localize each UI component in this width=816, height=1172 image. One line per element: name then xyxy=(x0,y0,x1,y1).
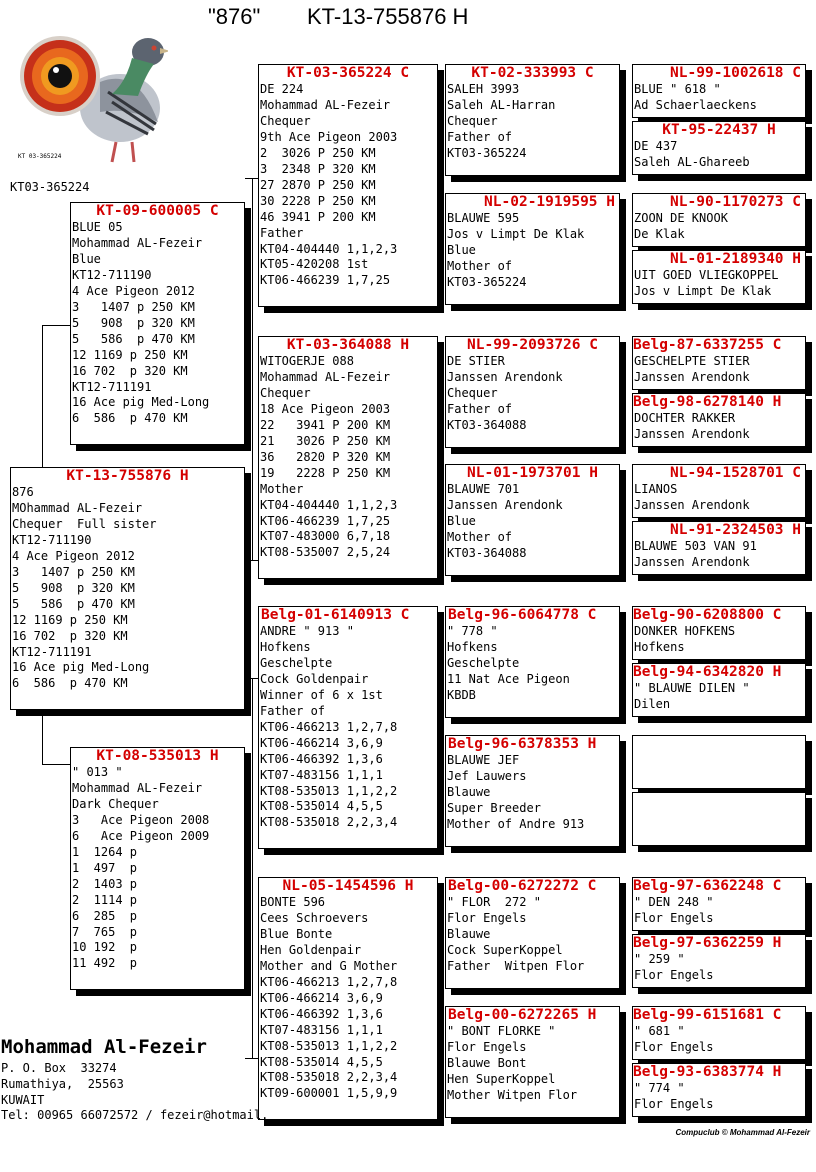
pedigree-line: DE 224 xyxy=(260,82,304,96)
ring-number: NL-94-1528701 C xyxy=(670,465,801,481)
pedigree-line: KT07-483156 1,1,1 xyxy=(260,1022,383,1037)
pedigree-line: BLUE 05 xyxy=(72,220,123,234)
pedigree-line: Blue xyxy=(447,513,476,528)
pedigree-line: Dark Chequer xyxy=(72,796,159,811)
pedigree-line: Jef Lauwers xyxy=(447,768,527,783)
pedigree-line: SALEH 3993 xyxy=(447,82,520,96)
pedigree-card-subject xyxy=(10,467,245,710)
pedigree-card-gggp xyxy=(632,663,806,717)
pedigree-line: Jos v Limpt De Klak xyxy=(634,283,772,298)
pedigree-line: Blauwe Bont xyxy=(447,1055,527,1070)
pedigree-line: Father of xyxy=(447,401,513,416)
pedigree-line: 10 192 p xyxy=(72,940,138,955)
pedigree-card-gggp xyxy=(632,521,806,575)
pedigree-line: DOCHTER RAKKER xyxy=(634,411,736,425)
pedigree-line: DE 437 xyxy=(634,139,678,153)
pedigree-line: Janssen Arendonk xyxy=(634,426,750,441)
pedigree-card-sire-sire xyxy=(258,64,438,307)
ring-number: Belg-00-6272265 H xyxy=(448,1007,597,1023)
pedigree-card-ggp xyxy=(445,64,620,176)
pedigree-line: Flor Engels xyxy=(634,1096,714,1111)
pedigree-line: Father xyxy=(260,225,304,240)
connector xyxy=(245,678,258,679)
pedigree-line: " 013 " xyxy=(72,765,123,779)
ring-number: KT-95-22437 H xyxy=(662,122,776,138)
pedigree-line: Mother of xyxy=(447,529,513,544)
pedigree-line: ANDRE " 913 " xyxy=(260,624,354,638)
pedigree-line: 6 586 p 470 KM xyxy=(12,676,128,691)
pedigree-card-gggp xyxy=(632,193,806,247)
pedigree-line: KT06-466214 3,6,9 xyxy=(260,990,383,1005)
pedigree-line: Chequer xyxy=(260,385,311,400)
pigeon-name-title: "876" xyxy=(208,4,261,29)
ring-number: Belg-87-6337255 C xyxy=(633,337,782,353)
pedigree-line: KT03-365224 xyxy=(447,145,527,160)
pedigree-line: Janssen Arendonk xyxy=(634,369,750,384)
pedigree-line: Flor Engels xyxy=(447,910,527,925)
pedigree-line: KT05-420208 1st xyxy=(260,257,369,272)
connector xyxy=(625,640,626,700)
pedigree-line: Saleh AL-Ghareeb xyxy=(634,154,750,169)
ring-number: KT-02-333993 C xyxy=(471,65,594,81)
ring-number: Belg-96-6064778 C xyxy=(448,607,597,623)
connector xyxy=(42,764,70,765)
pedigree-line: 11 492 p xyxy=(72,956,138,971)
connector xyxy=(245,560,258,561)
connector xyxy=(625,905,626,965)
pedigree-line: KT06-466213 1,2,7,8 xyxy=(260,974,398,989)
pedigree-line: KT09-600001 1,5,9,9 xyxy=(260,1086,398,1101)
pedigree-line: 1 1264 p xyxy=(72,844,138,859)
ring-number: Belg-97-6362248 C xyxy=(633,878,782,894)
pedigree-line: Dilen xyxy=(634,696,671,711)
pedigree-line: 3 2348 P 320 KM xyxy=(260,161,376,176)
pedigree-line: LIANOS xyxy=(634,482,678,496)
software-credit: Compuclub © Mohammad Al-Fezeir xyxy=(675,1128,810,1137)
pedigree-line: 11 Nat Ace Pigeon xyxy=(447,671,570,686)
pedigree-card-gggp xyxy=(632,934,806,988)
pedigree-line: " 774 " xyxy=(634,1081,685,1095)
pedigree-line: KT06-466239 1,7,25 xyxy=(260,273,391,288)
pedigree-line: Flor Engels xyxy=(634,967,714,982)
pedigree-line: KT06-466213 1,2,7,8 xyxy=(260,719,398,734)
contact-line: Tel: 00965 66072572 / fezeir@hotmail. xyxy=(1,1108,269,1122)
pedigree-line: 7 765 p xyxy=(72,924,138,939)
pedigree-line: 3 1407 p 250 KM xyxy=(12,564,135,579)
pedigree-card-gggp xyxy=(632,606,806,660)
pedigree-line: Janssen Arendonk xyxy=(447,369,563,384)
pedigree-card-sire xyxy=(70,202,245,445)
connector xyxy=(245,1058,258,1059)
pedigree-line: KT12-711191 xyxy=(12,644,92,659)
pedigree-line: BLAUWE 503 VAN 91 xyxy=(634,539,757,553)
pedigree-line: 27 2870 P 250 KM xyxy=(260,177,376,192)
pedigree-line: DE STIER xyxy=(447,354,505,368)
connector xyxy=(625,495,626,555)
pedigree-card-dam xyxy=(70,747,245,990)
connector xyxy=(42,325,43,467)
pedigree-line: 4 Ace Pigeon 2012 xyxy=(72,283,195,298)
pedigree-card-gggp xyxy=(632,1006,806,1060)
address-line: KUWAIT xyxy=(1,1093,45,1107)
pedigree-card-gggp xyxy=(632,1063,806,1117)
connector xyxy=(625,1035,626,1095)
pedigree-card-gggp xyxy=(632,393,806,447)
pedigree-line: 5 908 p 320 KM xyxy=(72,315,195,330)
pedigree-line: Father Witpen Flor xyxy=(447,958,585,973)
pedigree-line: WITOGERJE 088 xyxy=(260,354,354,368)
pedigree-line: Mother of Andre 913 xyxy=(447,816,585,831)
pedigree-card-gggp xyxy=(632,877,806,931)
pedigree-line: KT08-535018 2,2,3,4 xyxy=(260,1070,398,1085)
pedigree-card-gggp xyxy=(632,64,806,118)
ring-number: Belg-01-6140913 C xyxy=(261,607,410,623)
pedigree-line: Flor Engels xyxy=(447,1039,527,1054)
pedigree-line: Hofkens xyxy=(634,639,685,654)
pedigree-line: Ad Schaerlaeckens xyxy=(634,97,757,112)
pedigree-line: KT07-483156 1,1,1 xyxy=(260,767,383,782)
pedigree-line: 5 908 p 320 KM xyxy=(12,580,135,595)
ring-number: KT-03-365224 C xyxy=(286,65,410,81)
pedigree-card-dam-sire xyxy=(258,606,438,849)
pedigree-card-ggp xyxy=(445,606,620,718)
pedigree-line: 21 3026 P 250 KM xyxy=(260,433,391,448)
pedigree-line: Mother and G Mother xyxy=(260,958,398,973)
pedigree-line: 19 2228 P 250 KM xyxy=(260,465,391,480)
connector xyxy=(252,678,253,1058)
pedigree-line: Blue Bonte xyxy=(260,926,333,941)
pedigree-card-ggp xyxy=(445,1006,620,1118)
pedigree-line: Mohammad AL-Fezeir xyxy=(260,97,391,112)
pedigree-line: " DEN 248 " xyxy=(634,895,714,909)
pedigree-line: KT08-535007 2,5,24 xyxy=(260,545,391,560)
pedigree-line: " 259 " xyxy=(634,952,685,966)
pedigree-line: UIT GOED VLIEGKOPPEL xyxy=(634,268,779,282)
ring-number: NL-01-1973701 H xyxy=(467,465,598,481)
connector xyxy=(42,710,43,764)
pedigree-line: De Klak xyxy=(634,226,685,241)
pedigree-line: KT04-404440 1,1,2,3 xyxy=(260,497,398,512)
pedigree-line: 12 1169 p 250 KM xyxy=(12,612,128,627)
pedigree-line: Mother Witpen Flor xyxy=(447,1087,578,1102)
pedigree-line: BLAUWE 595 xyxy=(447,211,520,225)
ring-number: Belg-93-6383774 H xyxy=(633,1064,782,1080)
owner-name: Mohammad Al-Fezeir xyxy=(1,1036,207,1058)
pedigree-line: Mother of xyxy=(447,258,513,273)
ring-number: NL-01-2189340 H xyxy=(670,251,801,267)
pedigree-line: 3 Ace Pigeon 2008 xyxy=(72,812,210,827)
ring-number: Belg-90-6208800 C xyxy=(633,607,782,623)
ring-number: Belg-98-6278140 H xyxy=(633,394,782,410)
pedigree-line: " 778 " xyxy=(447,624,498,638)
pedigree-line: 6 Ace Pigeon 2009 xyxy=(72,828,210,843)
pedigree-line: KT08-535013 1,1,2,2 xyxy=(260,783,398,798)
ring-number: Belg-96-6378353 H xyxy=(448,736,597,752)
pedigree-line: Father of xyxy=(260,703,326,718)
pedigree-line: " BLAUWE DILEN " xyxy=(634,681,750,695)
pedigree-line: BLAUWE JEF xyxy=(447,753,520,767)
pedigree-line: 46 3941 P 200 KM xyxy=(260,209,376,224)
ring-number: KT-09-600005 C xyxy=(96,203,219,219)
pedigree-line: 2 1114 p xyxy=(72,892,138,907)
pedigree-line: Mohammad AL-Fezeir xyxy=(72,780,203,795)
ring-number: NL-99-2093726 C xyxy=(467,337,598,353)
ring-number: Belg-97-6362259 H xyxy=(633,935,782,951)
pedigree-line: Saleh AL-Harran xyxy=(447,97,556,112)
pedigree-line: KT06-466392 1,3,6 xyxy=(260,1006,383,1021)
pedigree-line: 3 1407 p 250 KM xyxy=(72,299,195,314)
pedigree-card-sire-dam xyxy=(258,336,438,579)
pedigree-line: KT08-535014 4,5,5 xyxy=(260,799,383,814)
pedigree-line: Blue xyxy=(447,242,476,257)
pedigree-line: KT06-466239 1,7,25 xyxy=(260,513,391,528)
pedigree-card-gggp xyxy=(632,336,806,390)
pedigree-line: KT04-404440 1,1,2,3 xyxy=(260,241,398,256)
pedigree-line: ZOON DE KNOOK xyxy=(634,211,728,225)
pedigree-line: 4 Ace Pigeon 2012 xyxy=(12,548,135,563)
pedigree-line: Flor Engels xyxy=(634,910,714,925)
pedigree-line: Mohammad AL-Fezeir xyxy=(72,235,203,250)
pedigree-line: Winner of 6 x 1st xyxy=(260,687,383,702)
ring-number: NL-90-1170273 C xyxy=(670,194,801,210)
pigeon-ring-title: KT-13-755876 H xyxy=(307,4,469,29)
pedigree-line: KT08-535018 2,2,3,4 xyxy=(260,815,398,830)
pedigree-line: Super Breeder xyxy=(447,800,541,815)
pedigree-card-gggp-empty xyxy=(632,792,806,846)
pedigree-line: 1 497 p xyxy=(72,860,138,875)
ring-number: Belg-94-6342820 H xyxy=(633,664,782,680)
connector xyxy=(42,325,70,326)
pedigree-line: BLAUWE 701 xyxy=(447,482,520,496)
pedigree-line: Jos v Limpt De Klak xyxy=(447,226,585,241)
pedigree-card-ggp xyxy=(445,193,620,305)
pedigree-line: Cock Goldenpair xyxy=(260,671,369,686)
pedigree-line: Chequer xyxy=(260,113,311,128)
ring-number: NL-99-1002618 C xyxy=(670,65,801,81)
pedigree-line: Father of xyxy=(447,129,513,144)
pedigree-line: KT08-535013 1,1,2,2 xyxy=(260,1038,398,1053)
ring-number: NL-02-1919595 H xyxy=(484,194,615,210)
pedigree-line: 6 586 p 470 KM xyxy=(72,411,188,426)
pedigree-line: 6 285 p xyxy=(72,908,138,923)
pedigree-line: 5 586 p 470 KM xyxy=(72,331,195,346)
pedigree-card-gggp xyxy=(632,121,806,175)
pedigree-card-ggp xyxy=(445,735,620,847)
pedigree-line: Janssen Arendonk xyxy=(447,497,563,512)
ring-number: KT-13-755876 H xyxy=(66,468,189,484)
ring-number: Belg-99-6151681 C xyxy=(633,1007,782,1023)
pedigree-card-gggp xyxy=(632,464,806,518)
pedigree-line: 18 Ace Pigeon 2003 xyxy=(260,401,391,416)
connector xyxy=(625,765,626,820)
pedigree-line: KT03-364088 xyxy=(447,545,527,560)
pedigree-line: 16 702 p 320 KM xyxy=(12,628,128,643)
pedigree-line: KT06-466392 1,3,6 xyxy=(260,751,383,766)
pedigree-line: KT06-466214 3,6,9 xyxy=(260,735,383,750)
pedigree-line: 9th Ace Pigeon 2003 xyxy=(260,129,398,144)
pedigree-line: Blue xyxy=(72,251,101,266)
pedigree-card-ggp xyxy=(445,464,620,576)
pedigree-line: " FLOR 272 " xyxy=(447,895,541,909)
pedigree-line: Hofkens xyxy=(260,639,311,654)
pedigree-line: 2 3026 P 250 KM xyxy=(260,145,376,160)
pedigree-line: KT12-711191 xyxy=(72,379,152,394)
pedigree-line: Hen Goldenpair xyxy=(260,942,362,957)
pedigree-line: 36 2820 P 320 KM xyxy=(260,449,391,464)
pedigree-line: KT07-483000 6,7,18 xyxy=(260,529,391,544)
pedigree-line: KT12-711190 xyxy=(12,532,92,547)
pedigree-line: MOhammad AL-Fezeir xyxy=(12,500,143,515)
pedigree-line: Janssen Arendonk xyxy=(634,554,750,569)
pedigree-line: KT03-364088 xyxy=(447,417,527,432)
pedigree-line: Mohammad AL-Fezeir xyxy=(260,369,391,384)
pedigree-line: 16 702 p 320 KM xyxy=(72,363,188,378)
pedigree-line: Janssen Arendonk xyxy=(634,497,750,512)
pedigree-line: " 681 " xyxy=(634,1024,685,1038)
pedigree-line: Blauwe xyxy=(447,926,491,941)
ring-number: Belg-00-6272272 C xyxy=(448,878,597,894)
pedigree-line: KBDB xyxy=(447,687,476,702)
photo-eye-label: KT 03-365224 xyxy=(18,153,62,160)
pedigree-line: 22 3941 P 200 KM xyxy=(260,417,391,432)
pedigree-line: KT03-365224 xyxy=(447,274,527,289)
pedigree-card-gggp-empty xyxy=(632,735,806,789)
pedigree-line: 5 586 p 470 KM xyxy=(12,596,135,611)
connector xyxy=(625,95,626,155)
pedigree-line: Geschelpte xyxy=(260,655,333,670)
pedigree-card-gggp xyxy=(632,250,806,304)
ring-number: KT-03-364088 H xyxy=(286,337,410,353)
connector xyxy=(625,365,626,425)
pedigree-line: 876 xyxy=(12,485,34,499)
pedigree-line: Chequer Full sister xyxy=(12,516,157,531)
pedigree-line: Hen SuperKoppel xyxy=(447,1071,556,1086)
pedigree-line: KT08-535014 4,5,5 xyxy=(260,1054,383,1069)
connector xyxy=(252,178,253,560)
pedigree-line: " BONT FLORKE " xyxy=(447,1024,556,1038)
address-line: Rumathiya, 25563 xyxy=(1,1077,124,1091)
pedigree-line: DONKER HOFKENS xyxy=(634,624,736,638)
pedigree-line: Chequer xyxy=(447,385,498,400)
pedigree-line: 16 Ace pig Med-Long xyxy=(12,660,150,675)
ring-number: NL-91-2324503 H xyxy=(670,522,801,538)
connector xyxy=(625,220,626,280)
pedigree-line: Blauwe xyxy=(447,784,491,799)
pedigree-line: KT12-711190 xyxy=(72,267,152,282)
pedigree-line: Geschelpte xyxy=(447,655,520,670)
pigeon-photo xyxy=(8,12,168,172)
pedigree-line: 16 Ace pig Med-Long xyxy=(72,395,210,410)
photo-caption: KT03-365224 xyxy=(10,180,90,194)
pedigree-line: GESCHELPTE STIER xyxy=(634,354,750,368)
pedigree-line: Cees Schroevers xyxy=(260,910,369,925)
address-line: P. O. Box 33274 xyxy=(1,1061,117,1075)
pedigree-line: 2 1403 p xyxy=(72,876,138,891)
ring-number: KT-08-535013 H xyxy=(96,748,219,764)
pedigree-line: Chequer xyxy=(447,113,498,128)
pedigree-card-ggp xyxy=(445,877,620,989)
pedigree-line: 12 1169 p 250 KM xyxy=(72,347,188,362)
pedigree-line: Flor Engels xyxy=(634,1039,714,1054)
pedigree-line: BLUE " 618 " xyxy=(634,82,721,96)
pedigree-card-ggp xyxy=(445,336,620,448)
pedigree-line: Cock SuperKoppel xyxy=(447,942,563,957)
pedigree-line: Hofkens xyxy=(447,639,498,654)
connector xyxy=(245,178,258,179)
pedigree-line: Mother xyxy=(260,481,304,496)
pedigree-line: 30 2228 P 250 KM xyxy=(260,193,376,208)
pedigree-line: BONTE 596 xyxy=(260,895,326,909)
pedigree-card-dam-dam xyxy=(258,877,438,1120)
ring-number: NL-05-1454596 H xyxy=(282,878,414,894)
